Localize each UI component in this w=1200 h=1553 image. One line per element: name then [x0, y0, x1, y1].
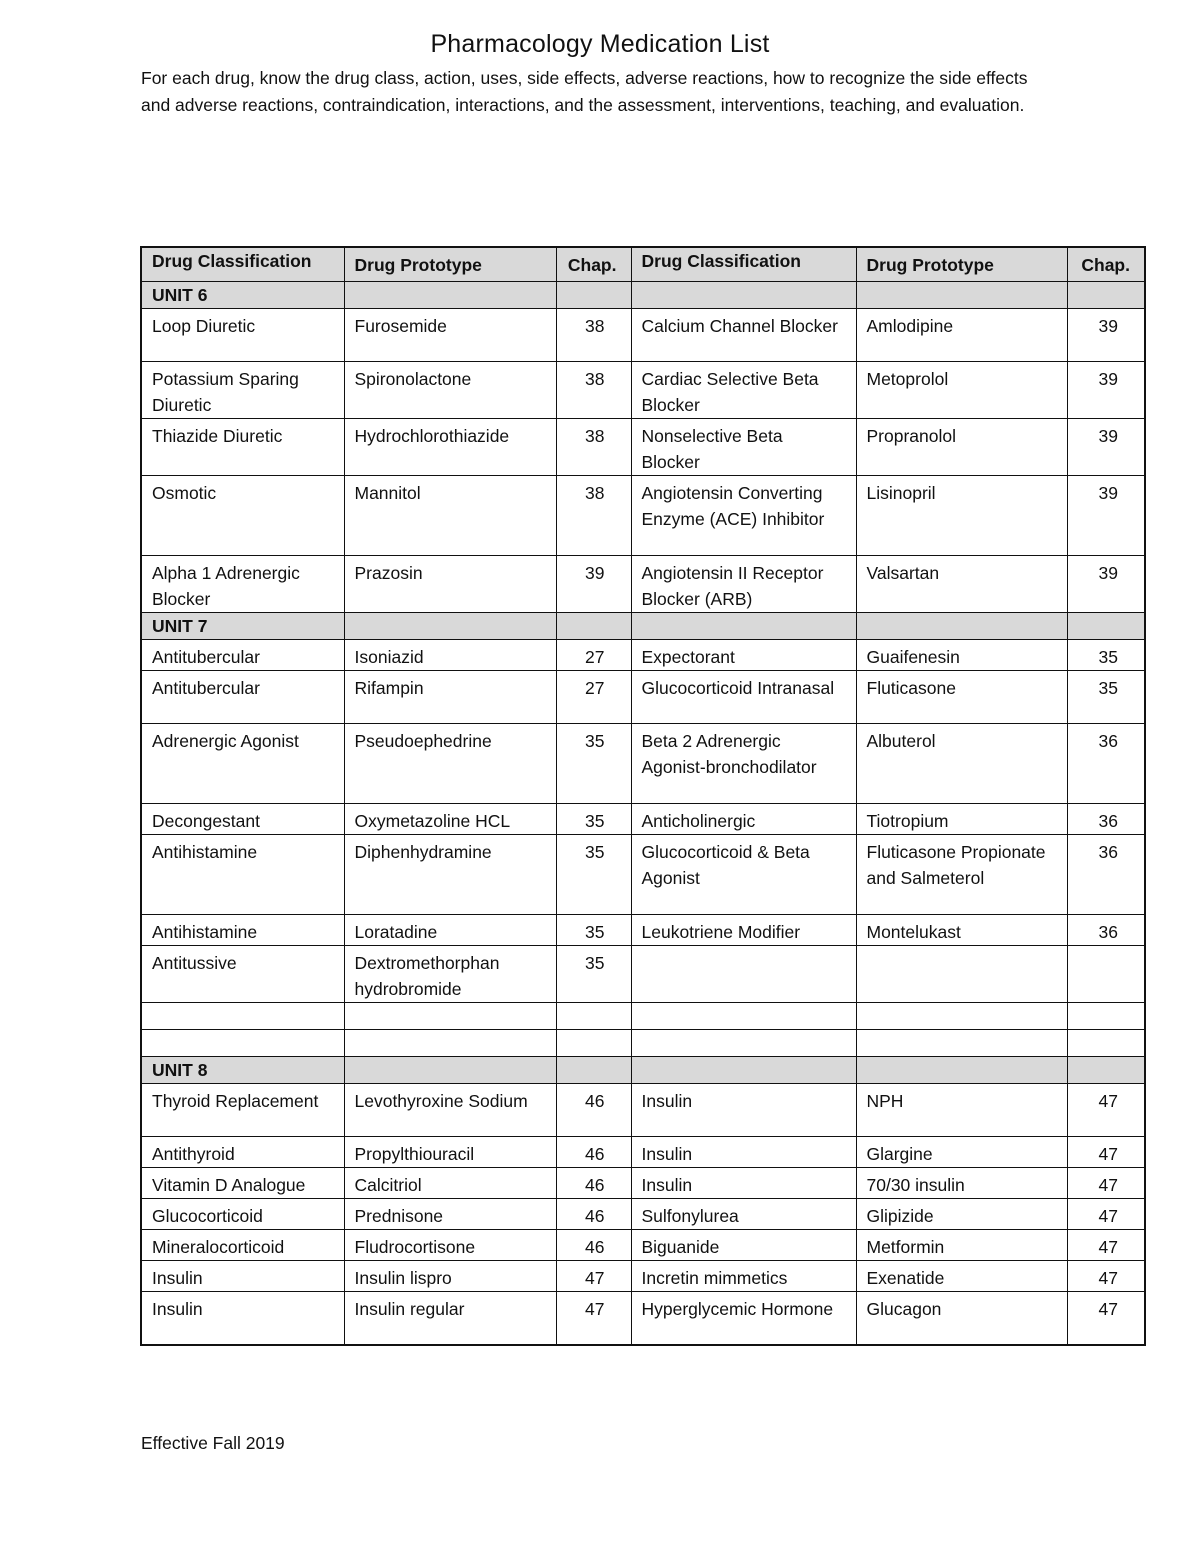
table-row: [141, 804, 1145, 835]
cell-prototype: Amlodipine: [856, 309, 1067, 362]
cell-prototype: Glipizide: [856, 1199, 1067, 1230]
cell-chapter: 47: [556, 1261, 631, 1292]
cell-prototype: Levothyroxine Sodium: [344, 1084, 556, 1137]
unit-label: UNIT 6: [141, 282, 344, 309]
cell-prototype: Tiotropium: [856, 804, 1067, 835]
empty-row: [141, 1030, 1145, 1057]
cell-chapter: 47: [1067, 1292, 1145, 1346]
table-row: [141, 946, 1145, 1003]
cell-classification: Mineralocorticoid: [141, 1230, 344, 1261]
table-row: [141, 1168, 1145, 1199]
cell-prototype: Rifampin: [344, 671, 556, 724]
table-row: [141, 1137, 1145, 1168]
cell-classification: Angiotensin II Receptor Blocker (ARB): [631, 556, 856, 613]
cell-prototype: Furosemide: [344, 309, 556, 362]
table-row: [141, 1084, 1145, 1137]
cell-classification: Thyroid Replacement: [141, 1084, 344, 1137]
cell-classification: Antitubercular: [141, 671, 344, 724]
table-row: [141, 1261, 1145, 1292]
cell-prototype: Spironolactone: [344, 362, 556, 419]
cell-classification: Insulin: [631, 1137, 856, 1168]
unit-label: UNIT 7: [141, 613, 344, 640]
cell-classification: Calcium Channel Blocker: [631, 309, 856, 362]
cell-classification: Osmotic: [141, 476, 344, 556]
unit-label: UNIT 8: [141, 1057, 344, 1084]
cell-chapter: 38: [556, 419, 631, 476]
cell-prototype: Oxymetazoline HCL: [344, 804, 556, 835]
cell-classification: Antihistamine: [141, 835, 344, 915]
header-drug-prototype-2: Drug Prototype: [856, 247, 1067, 282]
cell-classification: Alpha 1 Adrenergic Blocker: [141, 556, 344, 613]
cell-classification: Antitubercular: [141, 640, 344, 671]
page-footer: Effective Fall 2019: [141, 1433, 285, 1453]
cell-classification: Glucocorticoid Intranasal: [631, 671, 856, 724]
cell-prototype: Pseudoephedrine: [344, 724, 556, 804]
cell-prototype: Propylthiouracil: [344, 1137, 556, 1168]
cell-classification: Expectorant: [631, 640, 856, 671]
cell-chapter: 35: [556, 804, 631, 835]
cell-prototype: Metoprolol: [856, 362, 1067, 419]
cell-chapter: 46: [556, 1230, 631, 1261]
cell-chapter: 39: [1067, 309, 1145, 362]
cell-prototype: Diphenhydramine: [344, 835, 556, 915]
cell-prototype: Insulin regular: [344, 1292, 556, 1346]
cell-chapter: 39: [1067, 556, 1145, 613]
header-drug-prototype: Drug Prototype: [344, 247, 556, 282]
cell-chapter: 47: [1067, 1230, 1145, 1261]
cell-chapter: 46: [556, 1199, 631, 1230]
cell-prototype: Isoniazid: [344, 640, 556, 671]
table-row: [141, 640, 1145, 671]
cell-chapter: 47: [556, 1292, 631, 1346]
cell-prototype: Glucagon: [856, 1292, 1067, 1346]
table-header-row: [141, 247, 1145, 282]
cell-chapter: 35: [556, 946, 631, 1003]
cell-classification: Sulfonylurea: [631, 1199, 856, 1230]
cell-classification: Decongestant: [141, 804, 344, 835]
cell-classification: [631, 946, 856, 1003]
cell-chapter: 27: [556, 640, 631, 671]
cell-chapter: 46: [556, 1168, 631, 1199]
cell-chapter: 39: [556, 556, 631, 613]
cell-classification: Adrenergic Agonist: [141, 724, 344, 804]
cell-prototype: Insulin lispro: [344, 1261, 556, 1292]
table-row: [141, 1199, 1145, 1230]
header-chapter-2: Chap.: [1067, 247, 1145, 282]
cell-classification: Antithyroid: [141, 1137, 344, 1168]
cell-chapter: 35: [556, 915, 631, 946]
table-row: [141, 1292, 1145, 1346]
cell-classification: Loop Diuretic: [141, 309, 344, 362]
table-row: [141, 556, 1145, 613]
cell-chapter: 47: [1067, 1199, 1145, 1230]
cell-prototype: Prednisone: [344, 1199, 556, 1230]
cell-chapter: 36: [1067, 804, 1145, 835]
cell-chapter: 35: [1067, 640, 1145, 671]
cell-chapter: [1067, 946, 1145, 1003]
cell-classification: Angiotensin Converting Enzyme (ACE) Inhibitor: [631, 476, 856, 556]
table-row: [141, 671, 1145, 724]
unit-6-header: [141, 282, 1145, 309]
cell-prototype: NPH: [856, 1084, 1067, 1137]
cell-prototype: Dextromethorphan hydrobromide: [344, 946, 556, 1003]
table-row: [141, 724, 1145, 804]
cell-chapter: 38: [556, 476, 631, 556]
cell-chapter: 35: [1067, 671, 1145, 724]
cell-prototype: Montelukast: [856, 915, 1067, 946]
cell-classification: Hyperglycemic Hormone: [631, 1292, 856, 1346]
unit-8-header: [141, 1057, 1145, 1084]
cell-classification: Antihistamine: [141, 915, 344, 946]
cell-chapter: 47: [1067, 1137, 1145, 1168]
cell-prototype: Glargine: [856, 1137, 1067, 1168]
cell-prototype: [856, 946, 1067, 1003]
cell-prototype: Fluticasone Propionate and Salmeterol: [856, 835, 1067, 915]
cell-prototype: Lisinopril: [856, 476, 1067, 556]
cell-prototype: Exenatide: [856, 1261, 1067, 1292]
cell-prototype: Calcitriol: [344, 1168, 556, 1199]
table-row: [141, 915, 1145, 946]
cell-classification: Anticholinergic: [631, 804, 856, 835]
cell-chapter: 47: [1067, 1261, 1145, 1292]
table-row: [141, 1230, 1145, 1261]
cell-classification: Nonselective Beta Blocker: [631, 419, 856, 476]
cell-classification: Thiazide Diuretic: [141, 419, 344, 476]
cell-prototype: Fluticasone: [856, 671, 1067, 724]
cell-chapter: 36: [1067, 835, 1145, 915]
empty-row: [141, 1003, 1145, 1030]
cell-prototype: Fludrocortisone: [344, 1230, 556, 1261]
cell-chapter: 39: [1067, 362, 1145, 419]
header-drug-classification: Drug Classification: [141, 247, 344, 282]
cell-chapter: 35: [556, 724, 631, 804]
cell-classification: Insulin: [141, 1292, 344, 1346]
header-drug-classification-2: Drug Classification: [631, 247, 856, 282]
cell-classification: Potassium Sparing Diuretic: [141, 362, 344, 419]
table-row: [141, 309, 1145, 362]
cell-classification: Antitussive: [141, 946, 344, 1003]
cell-chapter: 36: [1067, 724, 1145, 804]
cell-chapter: 35: [556, 835, 631, 915]
cell-classification: Glucocorticoid & Beta Agonist: [631, 835, 856, 915]
cell-classification: Insulin: [631, 1084, 856, 1137]
cell-classification: Incretin mimmetics: [631, 1261, 856, 1292]
page-title: Pharmacology Medication List: [430, 30, 770, 58]
cell-chapter: 27: [556, 671, 631, 724]
intro-paragraph: For each drug, know the drug class, action, uses, side effects, adverse reactions, how to recognize the side effects and adverse reactions, contraindication, interactions, and the assessment, interventions, teaching, and evaluation.: [141, 68, 1028, 115]
cell-prototype: Metformin: [856, 1230, 1067, 1261]
cell-classification: Leukotriene Modifier: [631, 915, 856, 946]
cell-chapter: 36: [1067, 915, 1145, 946]
cell-classification: Glucocorticoid: [141, 1199, 344, 1230]
medication-table: [140, 246, 1146, 1346]
cell-chapter: 47: [1067, 1084, 1145, 1137]
cell-chapter: 38: [556, 362, 631, 419]
cell-prototype: Prazosin: [344, 556, 556, 613]
cell-classification: Cardiac Selective Beta Blocker: [631, 362, 856, 419]
cell-classification: Beta 2 Adrenergic Agonist-bronchodilator: [631, 724, 856, 804]
cell-classification: Insulin: [141, 1261, 344, 1292]
cell-prototype: Albuterol: [856, 724, 1067, 804]
cell-prototype: Hydrochlorothiazide: [344, 419, 556, 476]
cell-prototype: Loratadine: [344, 915, 556, 946]
cell-prototype: Propranolol: [856, 419, 1067, 476]
table-row: [141, 476, 1145, 556]
table-row: [141, 362, 1145, 419]
cell-prototype: Mannitol: [344, 476, 556, 556]
cell-chapter: 46: [556, 1084, 631, 1137]
cell-chapter: 39: [1067, 419, 1145, 476]
cell-classification: Biguanide: [631, 1230, 856, 1261]
cell-prototype: Guaifenesin: [856, 640, 1067, 671]
unit-7-header: [141, 613, 1145, 640]
cell-chapter: 47: [1067, 1168, 1145, 1199]
table-row: [141, 835, 1145, 915]
header-chapter: Chap.: [556, 247, 631, 282]
cell-prototype: Valsartan: [856, 556, 1067, 613]
table-row: [141, 419, 1145, 476]
cell-chapter: 39: [1067, 476, 1145, 556]
cell-classification: Insulin: [631, 1168, 856, 1199]
cell-chapter: 46: [556, 1137, 631, 1168]
cell-prototype: 70/30 insulin: [856, 1168, 1067, 1199]
cell-classification: Vitamin D Analogue: [141, 1168, 344, 1199]
cell-chapter: 38: [556, 309, 631, 362]
